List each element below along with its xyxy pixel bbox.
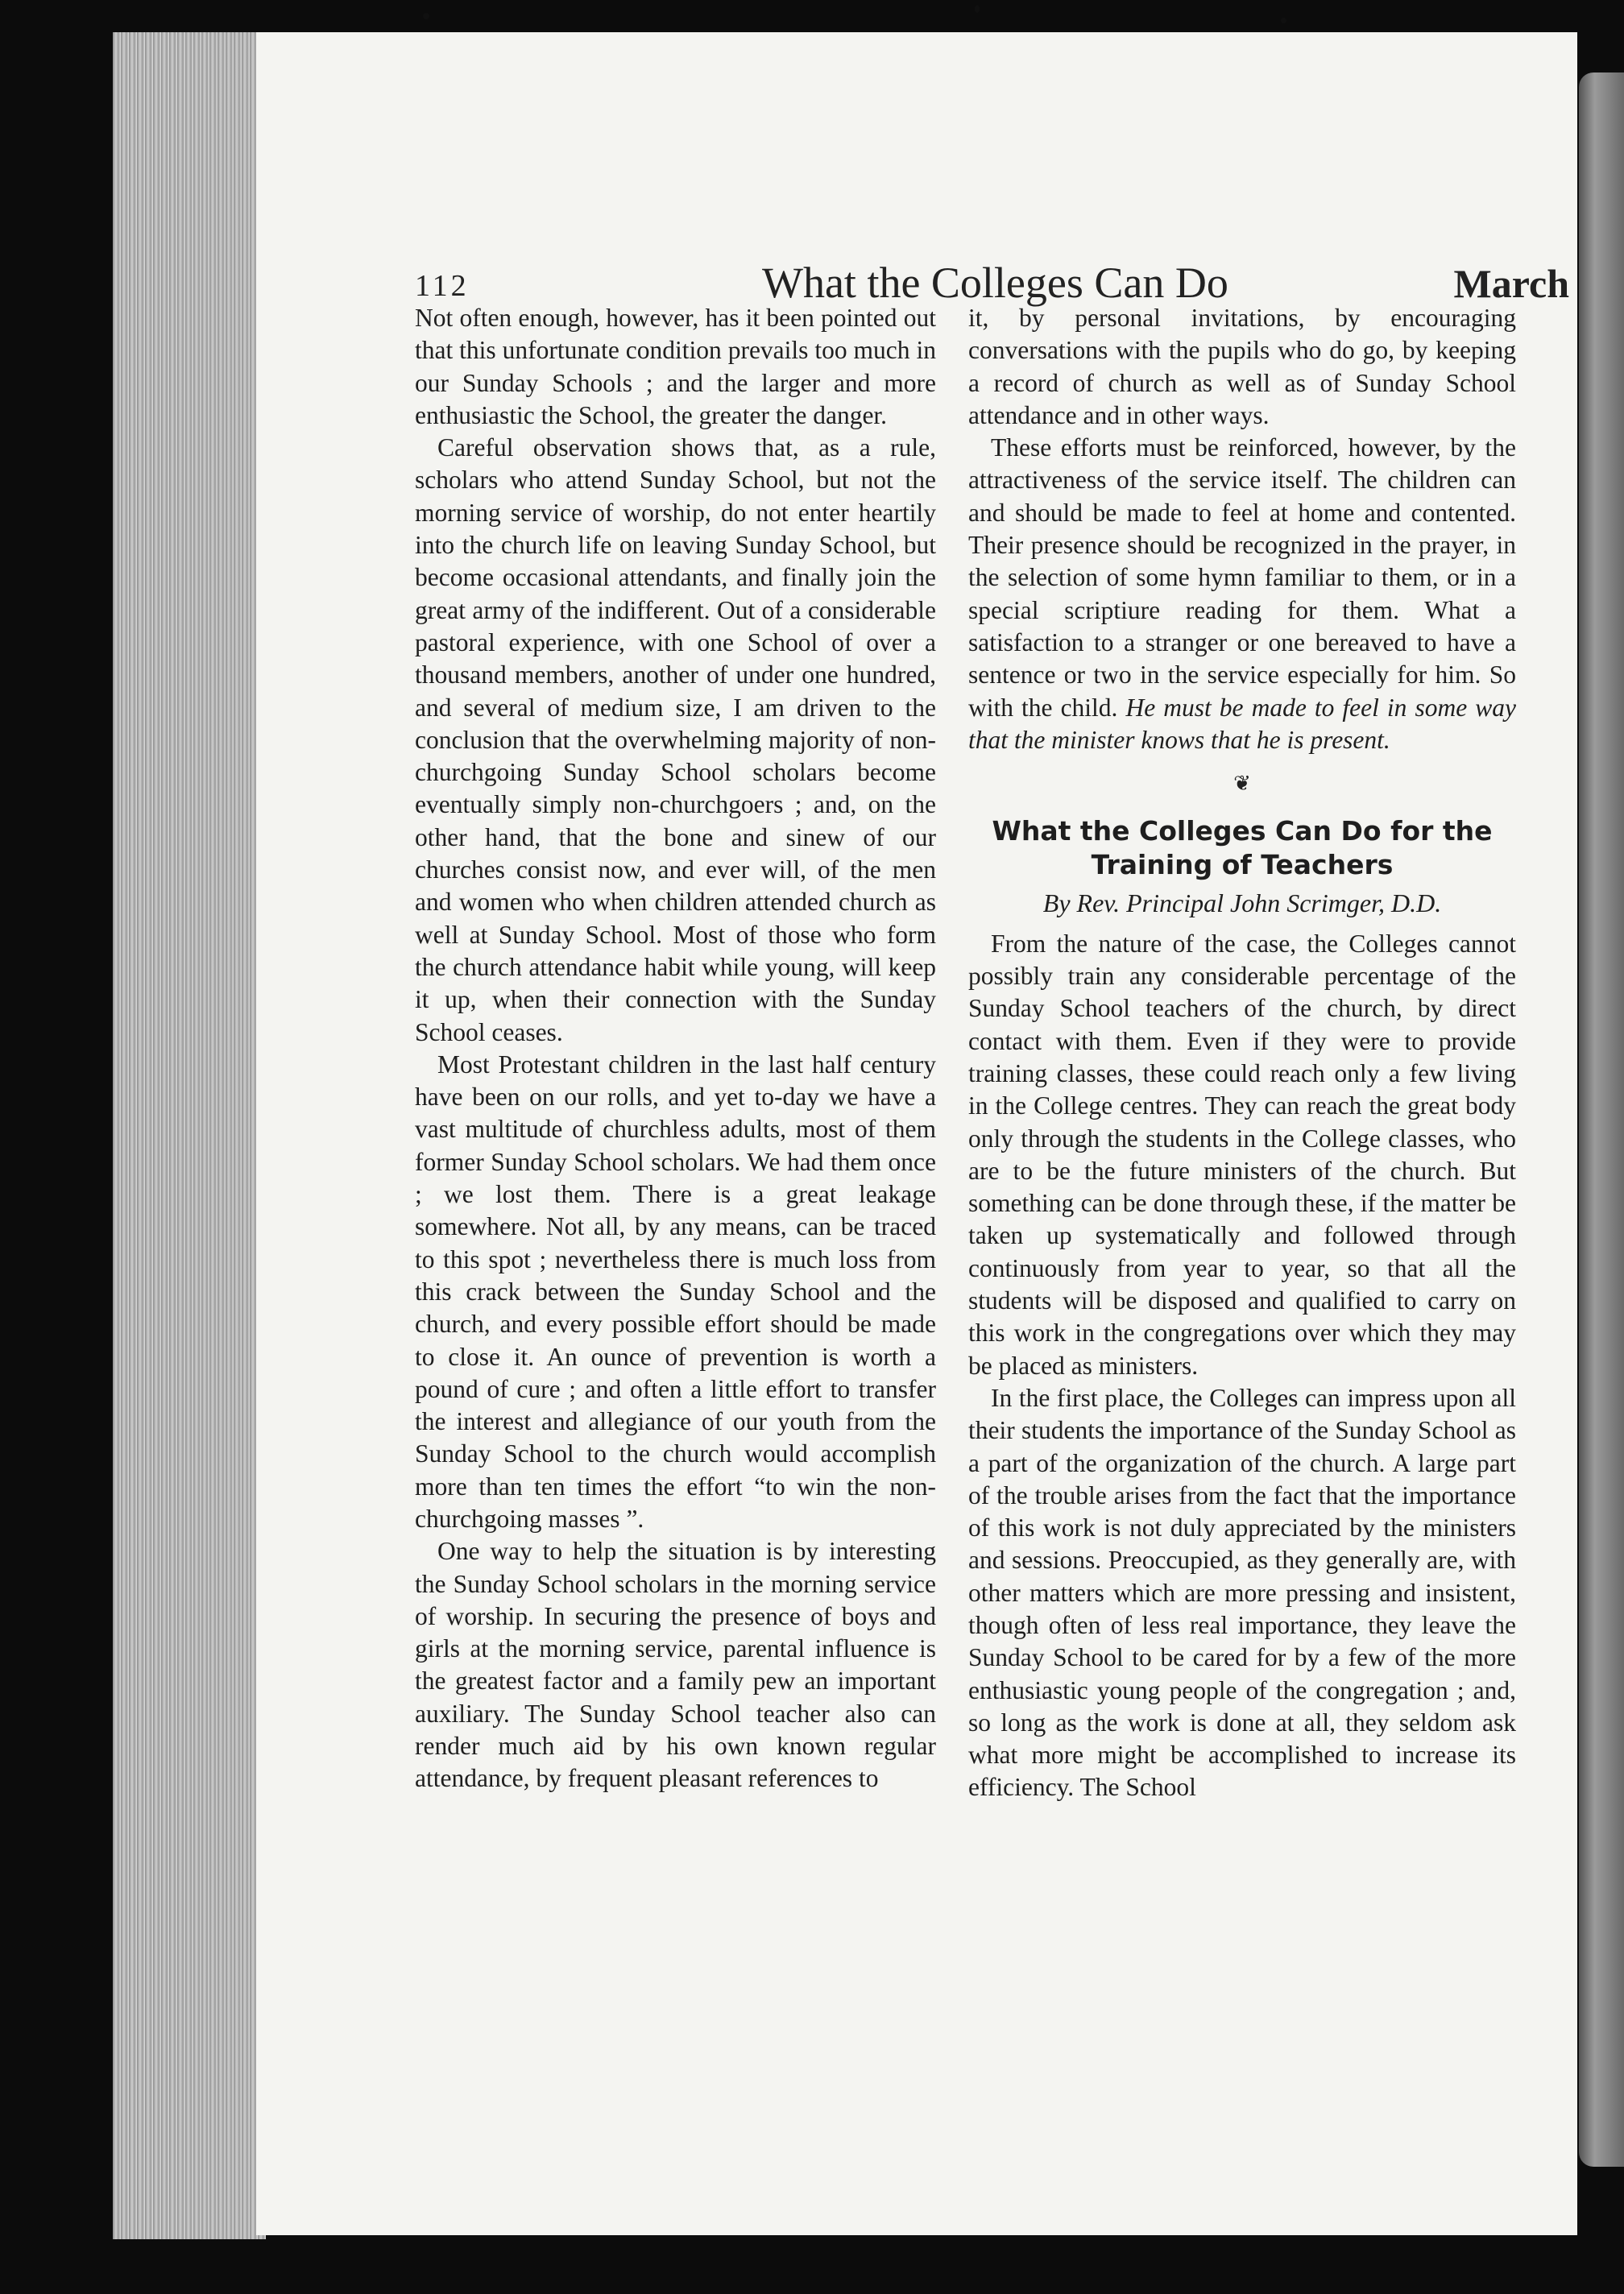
paragraph-continuation: it, by personal invitations, by encouraging conversations with the pupils who do go, by keeping a record of church as well as of Sunday School attendance and in other ways. <box>968 304 1516 429</box>
paragraph-text: These efforts must be reinforced, however, by the attractiveness of the service itself. The children can and should be made to feel at home and contented. Their presence should be recognized in the prayer, in the selection of some hymn familiar to them, or in a special scriptiure reading for them. What a satisfaction to a stranger or one bereaved to have a sentence or two in the service especially for him. So with the child. <box>968 433 1516 722</box>
running-head <box>256 230 1577 307</box>
right-column <box>968 302 1516 1804</box>
paragraph: In the first place, the Colleges can impress upon all their students the importance of the Sunday School as a part of the organization of the church. A large part of the trouble arises from the fact that the importance of this work is not duly appreciated by the ministers and sessions. Preoccupied, as they generally are, with other matters which are more pressing and insistent, though often of less real importance, they leave the Sunday School to be cared for by a few of the more enthusiastic young people of the congregation ; and, so long as the work is done at all, they seldom ask what more might be accomplished to increase its efficiency. The School <box>968 1383 1516 1802</box>
paragraph: From the nature of the case, the Colleges cannot possibly train any considerable percentage of the Sunday School teachers of the church, by direct contact with them. Even if they were to provide training classes, these could reach only a few living in the College centres. They can reach the great body only through the students in the College classes, who are to be the future ministers of the church. But something can be done through these, if the matter be taken up systematically and followed through continuously from year to year, so that all the students will be disposed and qualified to carry on this work in the congregations over which they may be placed as ministers. <box>968 929 1516 1380</box>
running-title: What the Colleges Can Do <box>762 259 1228 307</box>
paragraph: Careful observation shows that, as a rule, scholars who attend Sunday School, but not the morning service of worship, do not enter heartily into the church life on leaving Sunday School, but become occasional attendants, and finally join the great army of the indifferent. Out of a considerable pastoral experience, with one School of over a thousand members, another of under one hundred, and several of medium size, I am driven to the conclusion that the overwhelming majority of non-churchgoing Sunday School scholars become eventually simply non-churchgoers ; and, on the other hand, that the bone and sinew of our churches consist now, and ever will, of the men and women who when children attended church as well at Sunday School. Most of those who form the church attendance habit while young, will keep it up, when their connection with the Sunday School ceases. <box>415 433 936 1046</box>
paragraph: Most Protestant children in the last half century have been on our rolls, and yet to-day we have a vast multitude of churchless adults, most of them former Sunday School scholars. We had them once ; we lost them. There is a great leakage somewhere. Not all, by any means, can be traced to this spot ; nevertheless there is much loss from this crack between the Sunday School and the church, and every possible effort should be made to close it. An ounce of prevention is worth a pound of cure ; and often a little effort to transfer the interest and allegiance of our youth from the Sunday School to the church would accomplish more than ten times the effort “to win the non-churchgoing masses ”. <box>415 1050 936 1533</box>
page-number: 112 <box>415 269 470 303</box>
paragraph: One way to help the situation is by interesting the Sunday School scholars in the morning service of worship. In securing the presence of boys and girls at the morning service, parental influence is the greatest factor and a family pew an important auxiliary. The Sunday School teacher also can render much aid by his own known regular attendance, by frequent pleasant references to <box>415 1537 936 1793</box>
article-title: What the Colleges Can Do for the Training of Teachers <box>992 815 1493 881</box>
scan-speck <box>1281 18 1286 23</box>
scan-speck <box>423 13 429 19</box>
facing-page-edge <box>1579 72 1624 2167</box>
section-ornament: ❦ <box>1233 772 1251 796</box>
book-page <box>256 32 1577 2235</box>
paragraph <box>968 432 1516 756</box>
issue-month: March <box>1453 261 1569 306</box>
scan-speck <box>975 5 980 13</box>
article-byline: By Rev. Principal John Scrimger, D.D. <box>1042 888 1442 918</box>
paragraph: Not often enough, however, has it been pointed out that this unfortunate condition prevails too much in our Sunday Schools ; and the larger and more enthusiastic the School, the greater the danger. <box>415 304 936 429</box>
left-column <box>415 302 936 1795</box>
book-fore-edge <box>113 32 266 2239</box>
paragraph-italic-text: He must be made to feel in some way that the minister knows that he is present. <box>968 693 1516 754</box>
